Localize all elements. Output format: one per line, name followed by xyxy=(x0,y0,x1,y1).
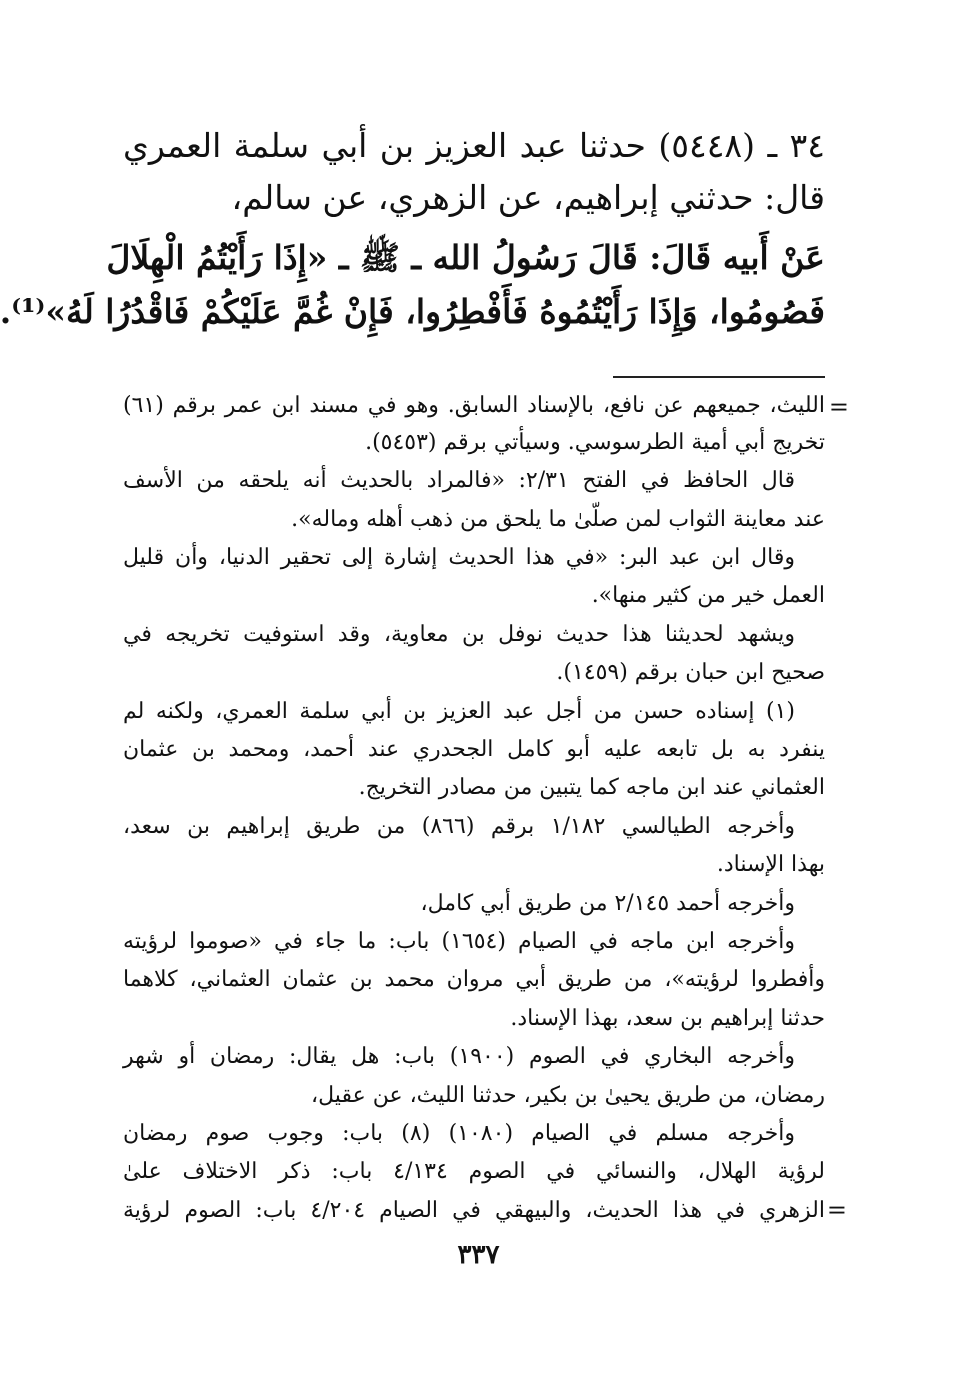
footnote-line: العمل خير من كثير منها». xyxy=(591,583,825,608)
footnote-line: صحيح ابن حبان برقم (١٤٥٩). xyxy=(556,660,825,685)
footnote-line: وأخرجه مسلم في الصيام (١٠٨٠) (٨) باب: وجوب صوم رمضان xyxy=(123,1121,795,1146)
footnote-line: ينفرد به بل تابعه عليه أبو كامل الجحدري عند أحمد، ومحمد بن عثمان xyxy=(123,737,825,762)
footnote-line: وقال ابن عبد البر: «في هذا الحديث إشارة إلى تحقير الدنيا، وأن قليل xyxy=(123,545,795,570)
footnote-line: لرؤية الهلال، والنسائي في الصوم ٤/١٣٤ باب: ذكر الاختلاف علىٰ xyxy=(123,1159,825,1184)
footnote-line: عند معاينة الثواب لمن صلّىٰ ما يلحق من ذهب أهله وماله». xyxy=(291,507,825,532)
main-line-2: قال: حدثني إبراهيم، عن الزهري، عن سالم، xyxy=(231,178,825,217)
footnote-line: الليث، جميعهم عن نافع، بالإسناد السابق. وهو في مسند ابن عمر برقم (٦١) xyxy=(123,393,825,418)
main-line-3: عَنْ أَبيه قَالَ: قَالَ رَسُولُ الله ـ ﷺ ـ «إِذَا رَأَيْتُمُ الْهِلَالَ xyxy=(106,238,825,277)
footnote-line: تخريج أبي أمية الطرسوسي. وسيأتي برقم (٥٤٥٣). xyxy=(365,430,825,455)
footnote-line: وأخرجه البخاري في الصوم (١٩٠٠) باب: هل يقال: رمضان أو شهر xyxy=(123,1044,795,1069)
footnote-line: ويشهد لحديثنا هذا حديث نوفل بن معاوية، وقد استوفيت تخريجه في xyxy=(123,622,795,647)
footnote-line: (١) إسناده حسن من أجل عبد العزيز بن أبي سلمة العمري، ولكنه لم xyxy=(123,699,795,724)
footnote-line: وأخرجه أحمد ٢/١٤٥ من طريق أبي كامل، xyxy=(420,891,795,916)
footnote-line: حدثنا إبراهيم بن سعد، بهذا الإسناد. xyxy=(510,1006,825,1031)
continuation-mark-start: = xyxy=(828,393,849,421)
page-number: ٣٣٧ xyxy=(457,1240,500,1270)
main-line-4: فَصُومُوا، وَإِذَا رَأَيْتُمُوهُ فَأَفْطِرُوا، فَإِنْ غُمَّ عَلَيْكُمْ فَاقْدُرُا لَهُ»⁽¹⁾. xyxy=(0,292,825,331)
footnote-line: وأخرجه الطيالسي ١/١٨٢ برقم (٨٦٦) من طريق إبراهيم بن سعد، xyxy=(123,814,795,839)
continuation-mark-end: = xyxy=(826,1196,847,1224)
footnote-line: الزهري في هذا الحديث، والبيهقي في الصيام ٤/٢٠٤ باب: الصوم لرؤية xyxy=(123,1198,825,1223)
main-line-1: ٣٤ ـ (٥٤٤٨) حدثنا عبد العزيز بن أبي سلمة العمري xyxy=(123,126,825,165)
footnote-line: العثماني عند ابن ماجه كما يتبين من مصادر التخريج. xyxy=(358,775,825,800)
footnote-line: رمضان، من طريق يحيىٰ بن بكير، حدثنا الليث، عن عقيل، xyxy=(311,1083,825,1108)
footnote-line: قال الحافظ في الفتح ٢/٣١: «فالمراد بالحديث أنه يلحقه من الأسف xyxy=(123,468,795,493)
footnote-line: وأفطروا لرؤيته»، من طريق أبي مروان محمد بن عثمان العثماني، كلاهما xyxy=(123,967,825,992)
footnote-separator xyxy=(613,376,825,378)
footnote-line: وأخرجه ابن ماجه في الصيام (١٦٥٤) باب: ما جاء في «صوموا لرؤيته xyxy=(123,929,795,954)
footnote-line: بهذا الإسناد. xyxy=(716,852,825,877)
